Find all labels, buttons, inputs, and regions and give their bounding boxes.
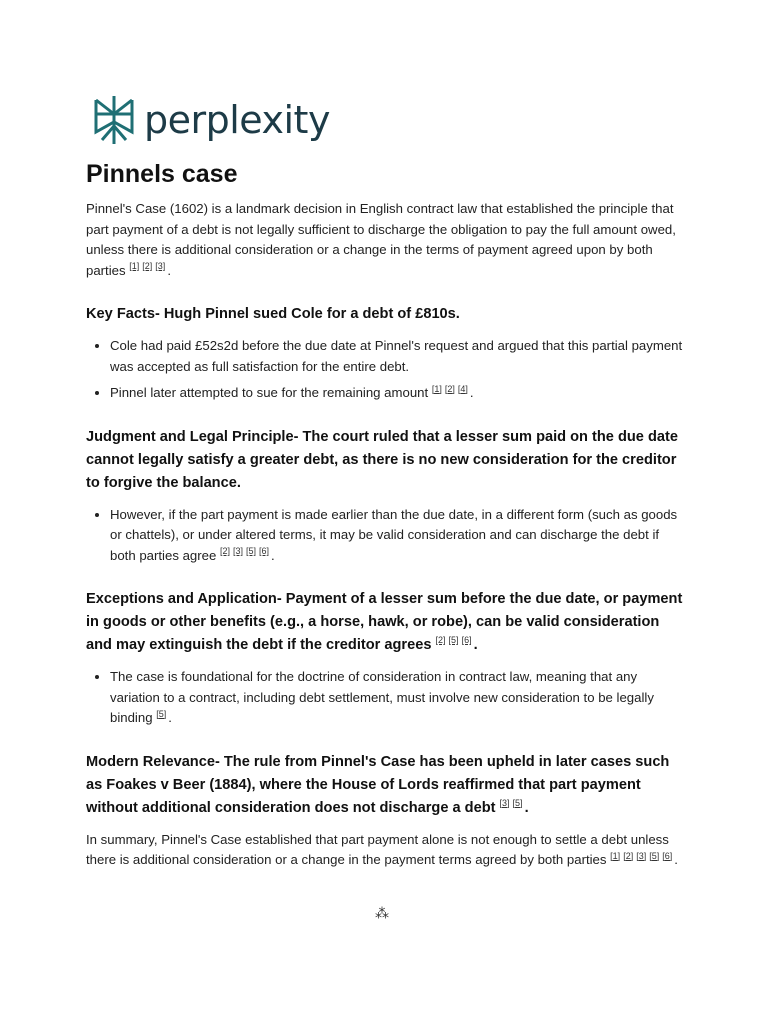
citation-link[interactable]: [5]	[448, 635, 459, 646]
citation-link[interactable]: [4]	[457, 383, 468, 394]
citation-link[interactable]: [3]	[636, 850, 647, 861]
list-item: • However, if the part payment is made earlier than the due date, in a different form (such as goods or chattels), or under altered terms, it may be valid consideration and can discharge the debt if both parties agree [2] [3] [5] [6] .	[110, 505, 686, 567]
intro-citations: [1] [2] [3] .	[129, 261, 171, 278]
section-heading-modern-relevance: Modern Relevance- The rule from Pinnel's Case has been upheld in later cases such as Foakes v Beer (1884), where the House of Lords reaffirmed that part payment without additional consideration does not discharge a debt [3] [5] .	[86, 753, 670, 816]
citations: [5] .	[156, 708, 172, 725]
perplexity-logo-icon	[92, 94, 136, 146]
citation-link[interactable]: [6]	[662, 850, 673, 861]
asterism-icon: ⁂	[375, 905, 389, 921]
citation-link[interactable]: [1]	[431, 383, 442, 394]
citation-link[interactable]: [2]	[142, 261, 153, 272]
citation-link[interactable]: [2]	[435, 635, 446, 646]
citation-link[interactable]: [5]	[649, 850, 660, 861]
citation-link[interactable]: [5]	[156, 708, 167, 719]
key-facts-list	[86, 336, 686, 404]
brand-wordmark: perplexity	[144, 98, 330, 142]
exceptions-list	[86, 667, 686, 729]
citation-link[interactable]: [3]	[499, 797, 510, 808]
citation-link[interactable]: [2]	[444, 383, 455, 394]
citation-link[interactable]: [6]	[259, 546, 270, 557]
list-item: • Cole had paid £52s2d before the due date at Pinnel's request and argued that this partial payment was accepted as full satisfaction for the entire debt.	[110, 336, 686, 377]
summary-citations: [1] [2] [3] [5] [6] .	[610, 850, 678, 867]
citations: [2] [5] [6] .	[435, 635, 478, 653]
intro-paragraph	[86, 199, 686, 281]
citation-link[interactable]: [5]	[512, 797, 523, 808]
section-heading-key-facts: Key Facts- Hugh Pinnel sued Cole for a debt of £810s.	[86, 306, 460, 322]
citation-link[interactable]: [1]	[129, 261, 140, 272]
citation-link[interactable]: [3]	[155, 261, 166, 272]
judgment-list	[86, 505, 686, 567]
citations: [3] [5] .	[499, 797, 529, 816]
section-heading-judgment: Judgment and Legal Principle- The court ruled that a lesser sum paid on the due date cannot legally satisfy a greater debt, as there is no new consideration for the creditor to forgive the balance.	[86, 428, 678, 491]
citation-link[interactable]: [5]	[246, 546, 257, 557]
citation-link[interactable]: [2]	[623, 850, 634, 861]
citations: [1] [2] [4] .	[431, 383, 474, 400]
citations: [2] [3] [5] [6] .	[219, 546, 275, 563]
list-item: • The case is foundational for the doctrine of consideration in contract law, meaning that any variation to a contract, including debt settlement, must involve new consideration to be legally binding [5] .	[110, 667, 686, 729]
citation-link[interactable]: [2]	[219, 546, 230, 557]
list-item: • Pinnel later attempted to sue for the remaining amount [1] [2] [4] .	[110, 383, 686, 404]
citation-link[interactable]: [6]	[461, 635, 472, 646]
citation-link[interactable]: [1]	[610, 850, 621, 861]
citation-link[interactable]: [3]	[233, 546, 244, 557]
summary-paragraph: In summary, Pinnel's Case established that part payment alone is not enough to settle a debt unless there is additional consideration or a change in the payment terms agreed by both parties [1] [2] [3] [5] [6] .	[86, 831, 678, 867]
answer-content	[86, 160, 686, 871]
intro-text: Pinnel's Case (1602) is a landmark decision in English contract law that established the principle that part payment of a debt is not legally sufficient to discharge the obligation to pay the full amount owed, unless there is additional consideration or a change in the terms of payment agreed upon by both parties	[86, 201, 676, 278]
perplexity-logo	[92, 94, 330, 146]
page-title: Pinnels case	[86, 160, 238, 188]
section-heading-exceptions: Exceptions and Application- Payment of a lesser sum before the due date, or payment in goods or other benefits (e.g., a horse, hawk, or robe), can be valid consideration and may extinguish the debt if the creditor agrees [2] [5] [6] .	[86, 591, 683, 653]
